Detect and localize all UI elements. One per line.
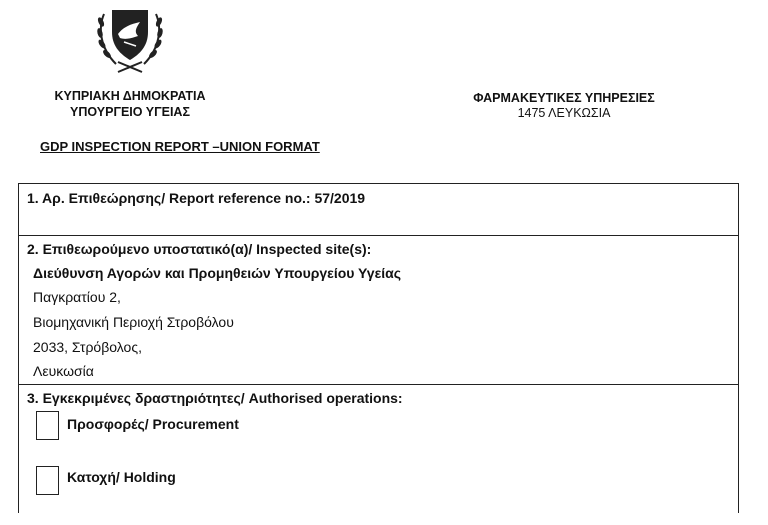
inspected-site-label: 2. Επιθεωρούμενο υποστατικό(α)/ Inspected site(s):	[27, 241, 372, 257]
address-line-4: Λευκωσία	[33, 363, 94, 379]
holding-checkbox[interactable]	[36, 466, 59, 495]
inspection-form-table	[18, 183, 739, 513]
ministry-header	[54, 88, 206, 120]
address-line-3: 2033, Στρόβολος,	[33, 339, 142, 355]
procurement-label: Προσφορές/ Procurement	[67, 416, 239, 432]
site-name: Διεύθυνση Αγορών και Προμηθειών Υπουργείου Υγείας	[33, 265, 402, 281]
services-line-1: ΦΑΡΜΑΚΕΥΤΙΚΕΣ ΥΠΗΡΕΣΙΕΣ	[473, 91, 655, 105]
report-title: GDP INSPECTION REPORT –UNION FORMAT	[40, 139, 320, 154]
procurement-checkbox[interactable]	[36, 411, 59, 440]
cyprus-coat-of-arms-icon	[94, 6, 166, 76]
ministry-line-2: ΥΠΟΥΡΓΕΙΟ ΥΓΕΙΑΣ	[70, 105, 190, 119]
section-authorised-operations	[19, 385, 738, 525]
authorised-operations-label: 3. Εγκεκριμένες δραστηριότητες/ Authorised operations:	[27, 390, 403, 406]
holding-label: Κατοχή/ Holding	[67, 469, 176, 485]
address-line-1: Παγκρατίου 2,	[33, 289, 121, 305]
section-report-reference	[19, 184, 738, 236]
address-line-2: Βιομηχανική Περιοχή Στροβόλου	[33, 314, 234, 330]
ministry-line-1: ΚΥΠΡΙΑΚΗ ΔΗΜΟΚΡΑΤΙΑ	[54, 89, 206, 103]
services-header	[448, 91, 680, 121]
report-reference-label: 1. Αρ. Επιθεώρησης/ Report reference no.: 57/2019	[27, 190, 366, 206]
section-inspected-site	[19, 236, 738, 385]
services-line-2: 1475 ΛΕΥΚΩΣΙΑ	[517, 106, 611, 120]
